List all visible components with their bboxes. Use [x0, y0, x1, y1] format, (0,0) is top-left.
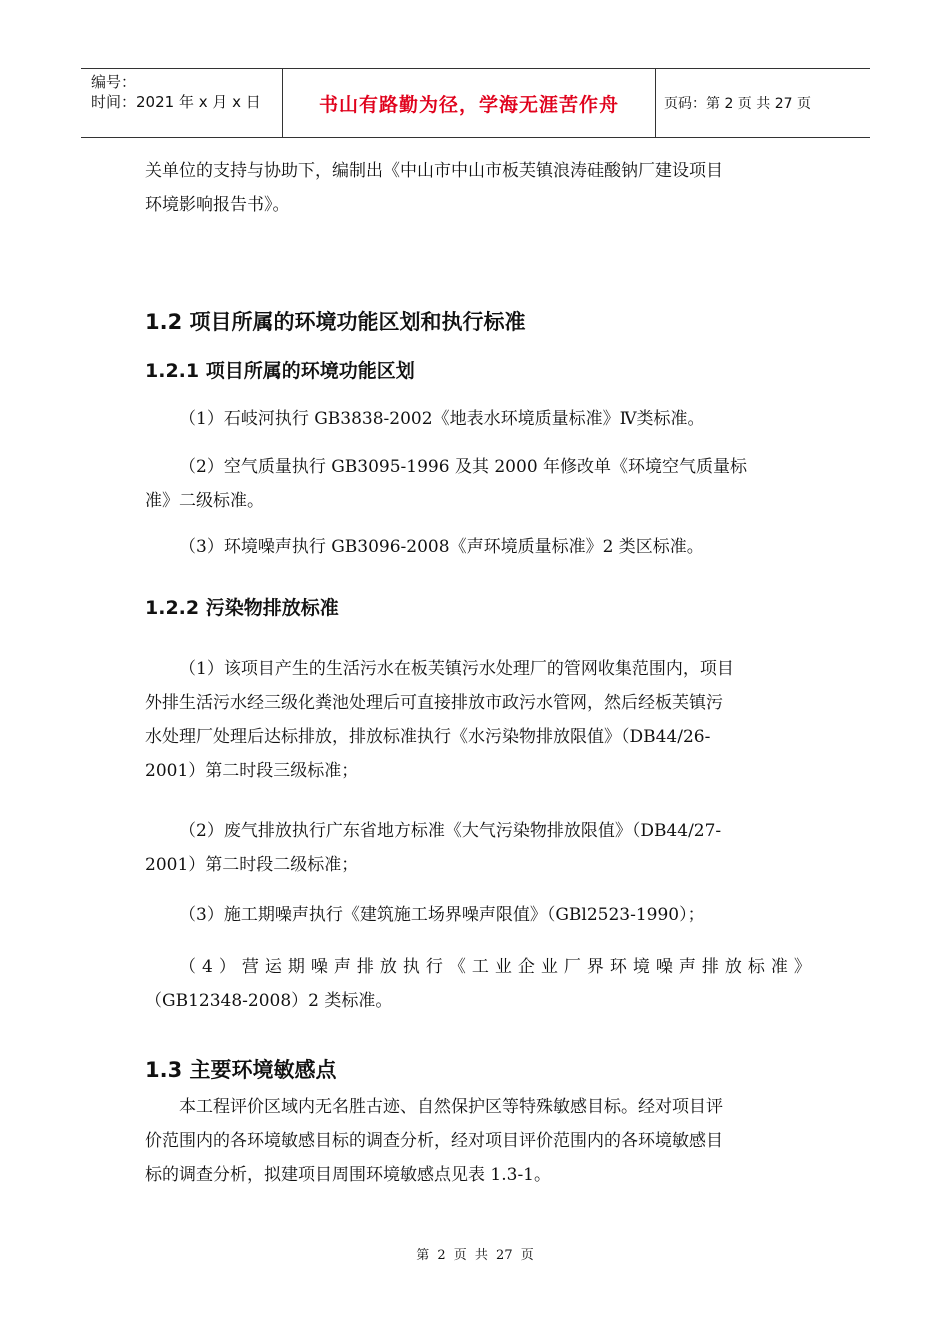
text-line: 2001）第二时段二级标准；	[145, 855, 359, 875]
text-line: 环境影响报告书》。	[145, 195, 290, 215]
text-line: 关单位的支持与协助下，编制出《中山市中山市板芙镇浪涛硅酸钠厂建设项目	[145, 161, 723, 181]
section-heading-1-3: 1.3 主要环境敏感点	[145, 1058, 337, 1082]
text-line: （4）营运期噪声排放执行《工业企业厂界环境噪声排放标准》	[179, 957, 817, 977]
text-line: 标的调查分析，拟建项目周围环境敏感点见表 1.3-1。	[145, 1165, 551, 1185]
paragraph	[145, 652, 810, 788]
paragraph	[145, 530, 810, 564]
text-line: （GB12348-2008）2 类标准。	[145, 991, 393, 1011]
header-number-label: 编号：	[91, 73, 137, 91]
text-line: （2）空气质量执行 GB3095-1996 及其 2000 年修改单《环境空气质量标	[179, 457, 748, 477]
paragraph	[145, 898, 810, 932]
header-motto: 书山有路勤为径，学海无涯苦作舟	[318, 93, 619, 116]
header-divider	[655, 69, 656, 137]
text-line: 外排生活污水经三级化粪池处理后可直接排放市政污水管网，然后经板芙镇污	[145, 693, 723, 713]
header-meta-cell	[81, 69, 282, 137]
text-line: （1）该项目产生的生活污水在板芙镇污水处理厂的管网收集范围内，项目	[179, 659, 734, 679]
section-heading-1-2-2: 1.2.2 污染物排放标准	[145, 597, 339, 619]
page-footer: 第 2 页 共 27 页	[416, 1248, 534, 1263]
text-line: （3）环境噪声执行 GB3096-2008《声环境质量标准》2 类区标准。	[179, 537, 704, 557]
header-table	[81, 68, 870, 138]
paragraph	[145, 950, 817, 1018]
text-line: （2）废气排放执行广东省地方标准《大气污染物排放限值》（DB44/27-	[179, 821, 722, 841]
text-line: 价范围内的各环境敏感目标的调查分析，经对项目评价范围内的各环境敏感目	[145, 1131, 723, 1151]
header-time-label: 时间：2021 年 x 月 x 日	[91, 93, 261, 111]
section-heading-1-2: 1.2 项目所属的环境功能区划和执行标准	[145, 310, 526, 334]
paragraph	[145, 402, 810, 436]
text-line: 准》二级标准。	[145, 491, 264, 511]
text-line: 2001）第二时段三级标准；	[145, 761, 359, 781]
text-line: 水处理厂处理后达标排放，排放标准执行《水污染物排放限值》（DB44/26-	[145, 727, 711, 747]
section-heading-1-2-1: 1.2.1 项目所属的环境功能区划	[145, 360, 415, 382]
paragraph	[145, 1090, 810, 1192]
text-line: （1）石岐河执行 GB3838-2002《地表水环境质量标准》Ⅳ类标准。	[179, 409, 705, 429]
paragraph	[145, 814, 810, 882]
intro-paragraph	[145, 154, 810, 222]
text-line: 本工程评价区域内无名胜古迹、自然保护区等特殊敏感目标。经对项目评	[179, 1097, 723, 1117]
paragraph	[145, 450, 810, 518]
header-page-info: 页码：第 2 页 共 27 页	[664, 96, 811, 112]
text-line: （3）施工期噪声执行《建筑施工场界噪声限值》（GBl2523-1990）；	[179, 905, 705, 925]
